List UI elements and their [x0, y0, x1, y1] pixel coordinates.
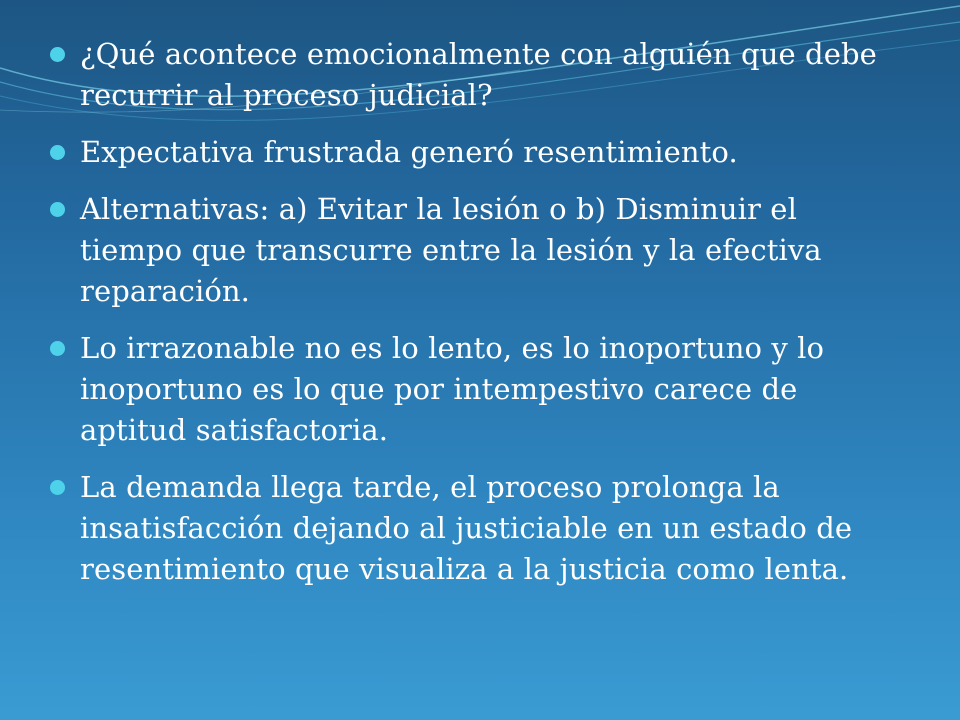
bullet-text-1: ¿Qué acontece emocionalmente con alguién que debe recurrir al proceso judicial? [80, 37, 877, 112]
circle-bullet-icon [50, 145, 65, 160]
bullet-list [48, 34, 878, 606]
circle-bullet-icon [50, 202, 65, 217]
bullet-item-4 [48, 328, 878, 451]
circle-bullet-icon [50, 480, 65, 495]
bullet-text-3: Alternativas: a) Evitar la lesión o b) Disminuir el tiempo que transcurre entre la lesión y la efectiva reparación. [80, 192, 822, 308]
circle-bullet-icon [50, 341, 65, 356]
bullet-text-2: Expectativa frustrada generó resentimiento. [80, 135, 738, 169]
circle-bullet-icon [50, 47, 65, 62]
bullet-item-3 [48, 189, 878, 312]
bullet-item-5 [48, 467, 878, 590]
bullet-item-2 [48, 132, 878, 173]
bullet-text-5: La demanda llega tarde, el proceso prolonga la insatisfacción dejando al justiciable en un estado de resentimiento que visualiza a la justicia como lenta. [80, 470, 853, 586]
bullet-item-1 [48, 34, 878, 116]
bullet-text-4: Lo irrazonable no es lo lento, es lo inoportuno y lo inoportuno es lo que por intempestivo carece de aptitud satisfactoria. [80, 331, 825, 447]
